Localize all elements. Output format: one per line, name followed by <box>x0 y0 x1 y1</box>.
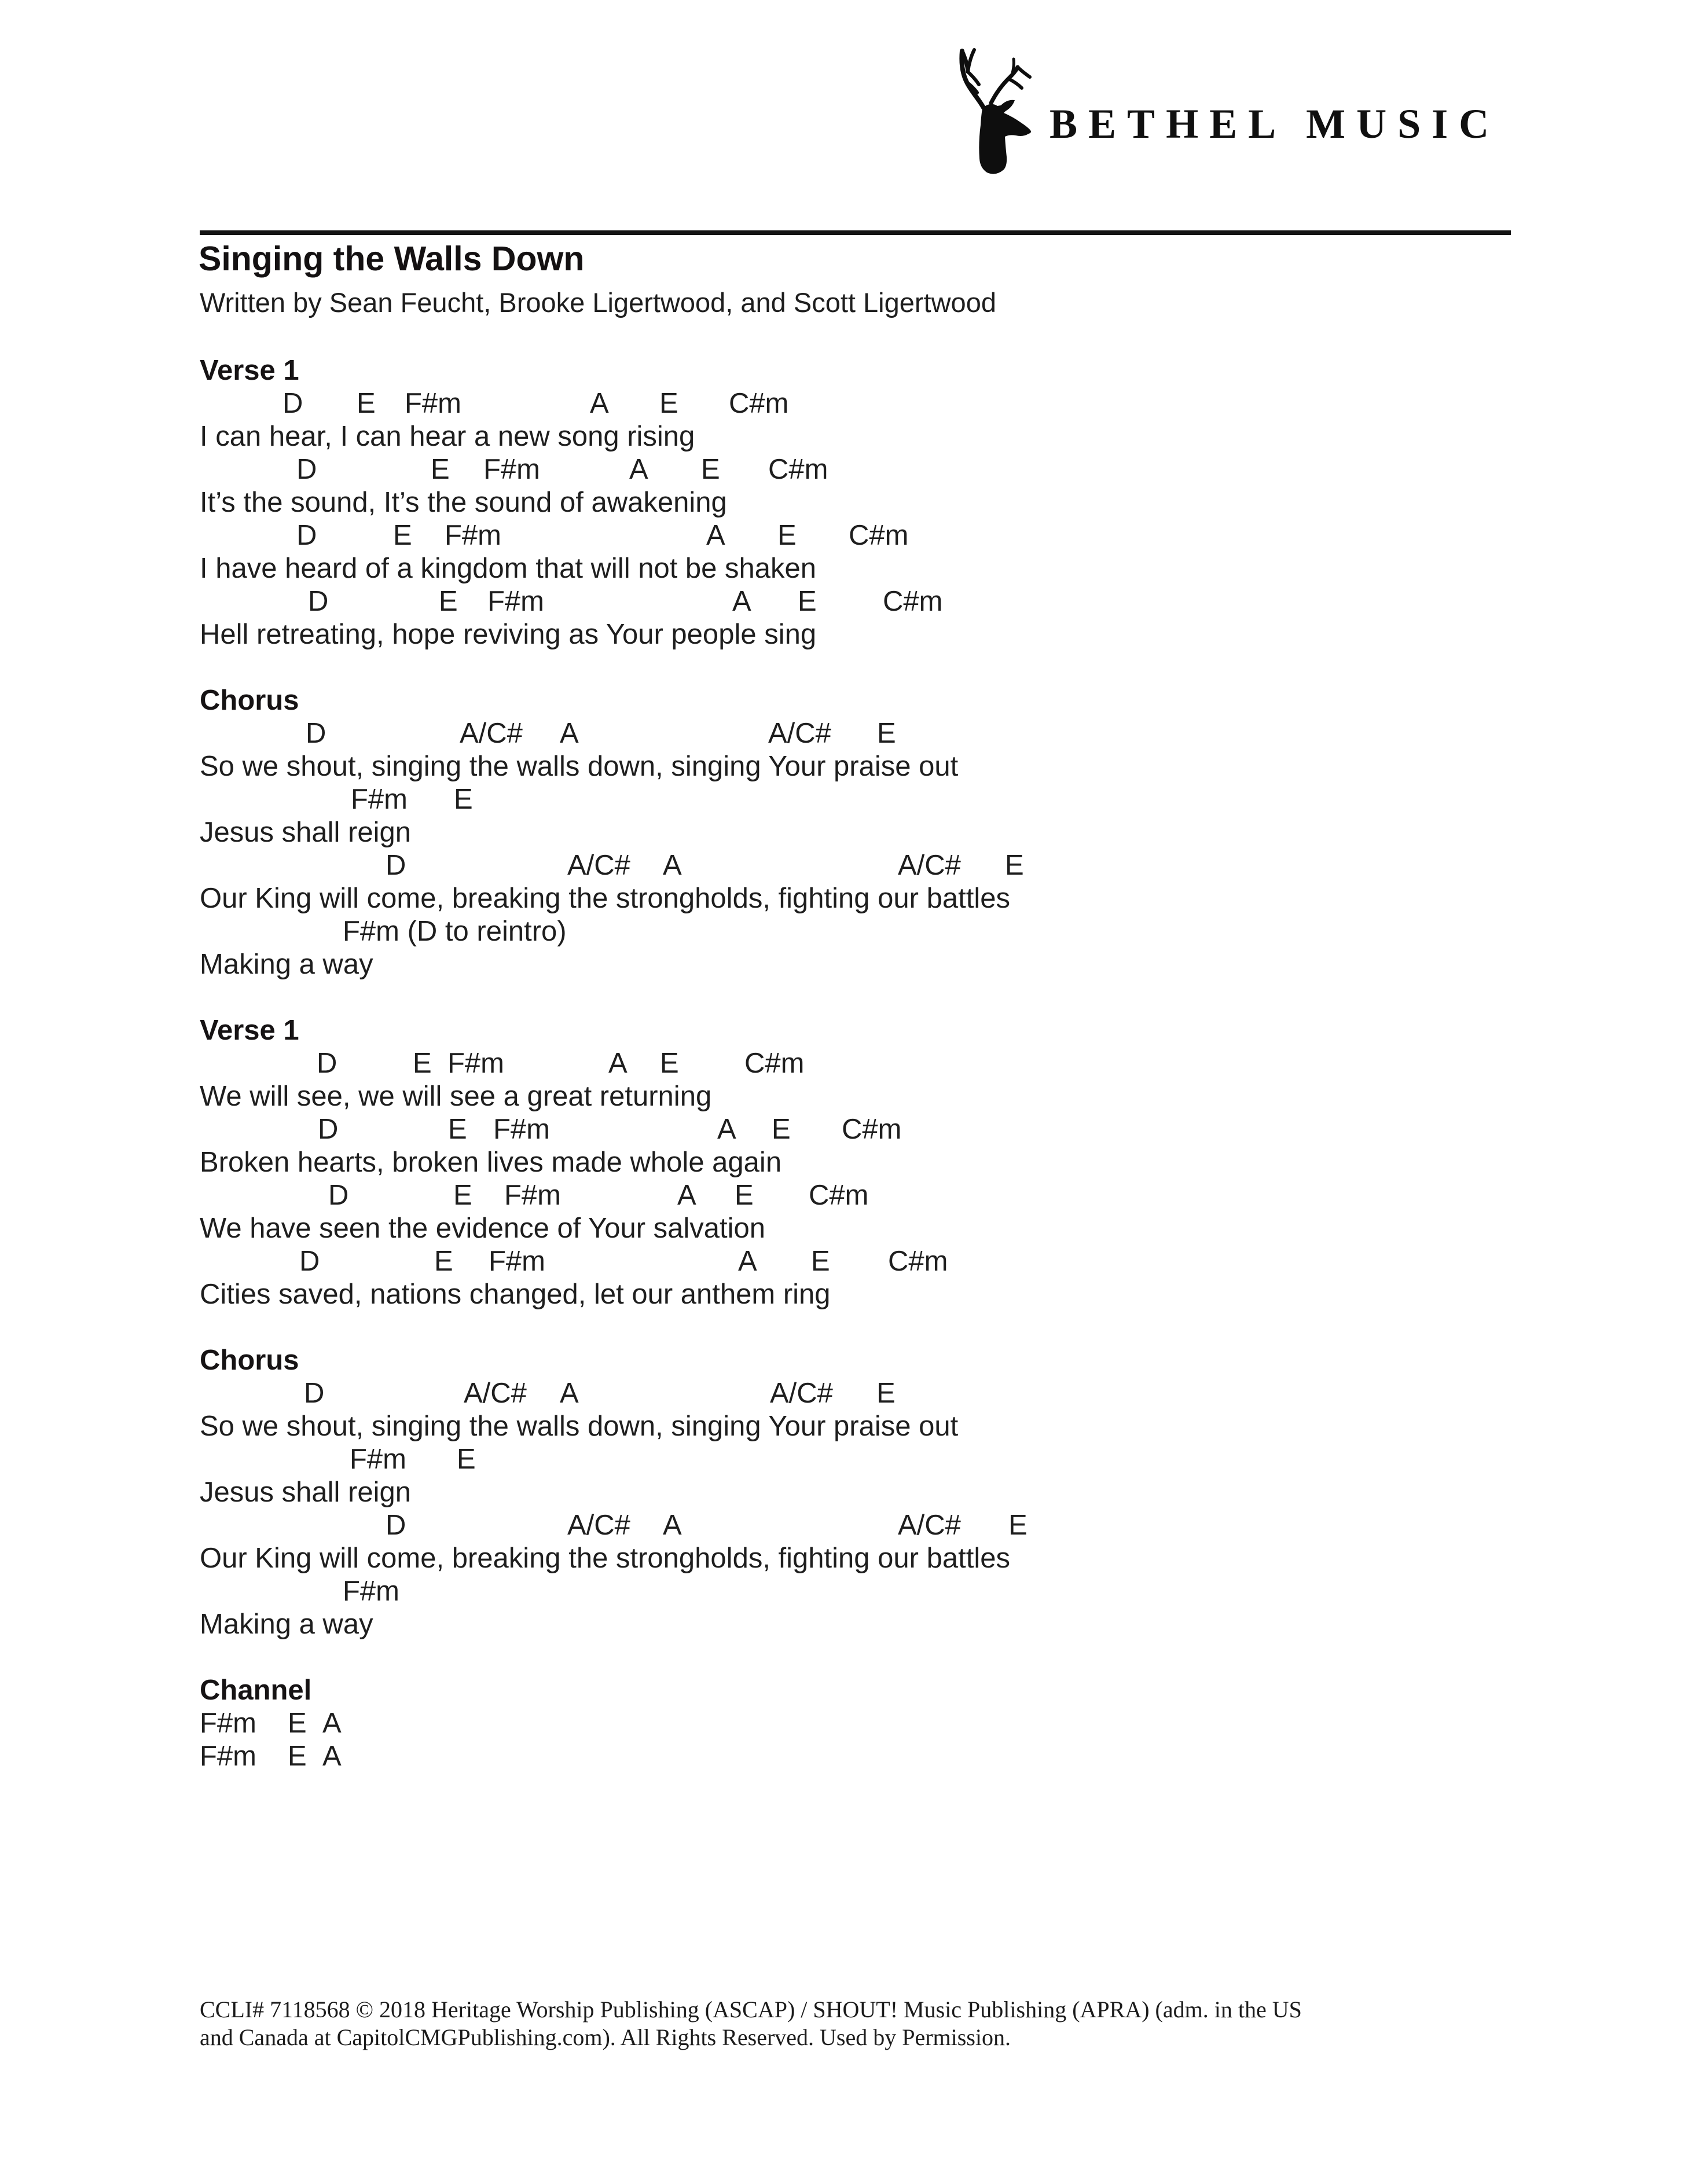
chord: F#m <box>504 1180 561 1211</box>
chord: E <box>454 784 473 815</box>
lyric-line: Making a way <box>200 949 373 980</box>
chord-line <box>200 519 1525 552</box>
section-label: Verse 1 <box>200 1015 299 1046</box>
chord: E <box>288 1708 307 1739</box>
chord: E <box>431 454 450 485</box>
chord: E <box>735 1180 754 1211</box>
chord: F#m <box>200 1741 256 1772</box>
chord: A <box>663 1510 682 1541</box>
section <box>200 1674 1525 1773</box>
copyright-footer <box>200 1996 1525 2051</box>
section-label: Chorus <box>200 685 299 716</box>
chord: E <box>434 1246 453 1277</box>
lyric-line: I have heard of a kingdom that will not be shaken <box>200 553 817 584</box>
chord: E <box>877 718 896 749</box>
chord: A <box>560 718 579 749</box>
chord: A/C# <box>460 718 523 749</box>
chord: F#m <box>483 454 540 485</box>
bethel-music-logo <box>955 45 1522 181</box>
chord: A <box>560 1378 579 1409</box>
chord-line <box>200 1113 1525 1146</box>
lyric-line: Making a way <box>200 1609 373 1640</box>
chord-line <box>200 1575 1525 1608</box>
chord: E <box>659 388 678 419</box>
chord: F#m <box>350 1444 406 1475</box>
lyric-line: So we shout, singing the walls down, singing Your praise out <box>200 751 959 782</box>
chord: A <box>706 520 725 551</box>
chord: E <box>798 586 817 617</box>
sections <box>200 354 1525 1806</box>
section-label: Chorus <box>200 1345 299 1376</box>
chord: A <box>590 388 609 419</box>
chord: E <box>772 1114 791 1145</box>
song-title: Singing the Walls Down <box>199 240 585 278</box>
chord: D <box>386 1510 406 1541</box>
chord: C#m <box>849 520 909 551</box>
chord-line <box>200 849 1525 882</box>
chord: F#m <box>405 388 461 419</box>
chord: D <box>282 388 303 419</box>
brand-wordmark: BETHEL MUSIC <box>1050 101 1500 147</box>
chord: A/C# <box>567 1510 630 1541</box>
lyric-line: Jesus shall reign <box>200 817 411 848</box>
chord-line <box>200 387 1525 420</box>
chord: E <box>393 520 412 551</box>
chord: A/C# <box>770 1378 833 1409</box>
lyric-line: Broken hearts, broken lives made whole again <box>200 1147 782 1178</box>
chord: E <box>777 520 797 551</box>
lyric-line: I can hear, I can hear a new song rising <box>200 421 695 452</box>
section <box>200 1014 1525 1311</box>
chord: A <box>677 1180 696 1211</box>
chord: F#m <box>200 1708 256 1739</box>
lyric-line: Our King will come, breaking the strongholds, fighting our battles <box>200 883 1010 914</box>
chord: A <box>663 850 682 881</box>
chord: E <box>1005 850 1024 881</box>
chord: D <box>296 454 317 485</box>
chord: A <box>717 1114 736 1145</box>
chord: C#m <box>729 388 789 419</box>
chord: E <box>660 1048 679 1079</box>
chord: A <box>738 1246 757 1277</box>
chord: E <box>288 1741 307 1772</box>
section-label: Channel <box>200 1675 312 1706</box>
lyric-line: Cities saved, nations changed, let our anthem ring <box>200 1279 831 1310</box>
chord: A <box>608 1048 628 1079</box>
chord: A <box>732 586 751 617</box>
chord: C#m <box>888 1246 948 1277</box>
chord: C#m <box>809 1180 869 1211</box>
chord: E <box>448 1114 467 1145</box>
song-byline: Written by Sean Feucht, Brooke Ligertwood, and Scott Ligertwood <box>200 287 996 318</box>
section <box>200 1344 1525 1641</box>
section <box>200 684 1525 981</box>
chord: D <box>308 586 329 617</box>
chord: E <box>701 454 720 485</box>
chord: C#m <box>744 1048 805 1079</box>
chord: C#m <box>842 1114 902 1145</box>
chord: E <box>811 1246 830 1277</box>
chord-line <box>200 1443 1525 1476</box>
lyric-line: Our King will come, breaking the strongholds, fighting our battles <box>200 1543 1010 1574</box>
chord: F#m <box>447 1048 504 1079</box>
chord: F#m <box>489 1246 545 1277</box>
chord: F#m <box>445 520 501 551</box>
chord-line <box>200 915 1525 948</box>
chord: A/C# <box>898 1510 961 1541</box>
chord: F#m (D to reintro) <box>343 916 567 947</box>
chord-line <box>200 783 1525 816</box>
chord-line <box>200 1245 1525 1278</box>
chord-line <box>200 1377 1525 1410</box>
lyric-line: We will see, we will see a great returning <box>200 1081 712 1112</box>
lyric-line: It’s the sound, It’s the sound of awakening <box>200 487 727 518</box>
chord-line <box>200 1179 1525 1212</box>
lyric-line: Hell retreating, hope reviving as Your people sing <box>200 619 817 650</box>
chord: E <box>453 1180 472 1211</box>
chord: D <box>296 520 317 551</box>
chord: A/C# <box>768 718 831 749</box>
chord: F#m <box>493 1114 550 1145</box>
chord: E <box>1008 1510 1028 1541</box>
chord: C#m <box>768 454 828 485</box>
chord: E <box>357 388 376 419</box>
chord-line <box>200 1707 1525 1740</box>
chord: A <box>322 1708 342 1739</box>
chord: D <box>299 1246 320 1277</box>
chord: D <box>317 1048 337 1079</box>
chord: A/C# <box>898 850 961 881</box>
chord: D <box>318 1114 339 1145</box>
header-rule <box>200 230 1511 235</box>
section-label: Verse 1 <box>200 355 299 386</box>
lyric-line: We have seen the evidence of Your salvation <box>200 1213 766 1244</box>
chord: A/C# <box>464 1378 527 1409</box>
chord: E <box>413 1048 432 1079</box>
chord: D <box>328 1180 349 1211</box>
chord: A <box>629 454 648 485</box>
chord: E <box>457 1444 476 1475</box>
chord: F#m <box>343 1576 399 1607</box>
chord: C#m <box>883 586 943 617</box>
footer-line-1: CCLI# 7118568 © 2018 Heritage Worship Publishing (ASCAP) / SHOUT! Music Publishing (APRA) (adm. in the US <box>200 1996 1302 2023</box>
section <box>200 354 1525 651</box>
chord-line <box>200 1740 1525 1773</box>
footer-line-2: and Canada at CapitolCMGPublishing.com). All Rights Reserved. Used by Permission. <box>200 2024 1011 2050</box>
lyric-line: Jesus shall reign <box>200 1477 411 1508</box>
chord-line <box>200 1509 1525 1542</box>
chord: E <box>439 586 458 617</box>
chord-line <box>200 453 1525 486</box>
lyric-line: So we shout, singing the walls down, singing Your praise out <box>200 1411 959 1442</box>
chord: D <box>386 850 406 881</box>
chord-line <box>200 1047 1525 1080</box>
chord-line <box>200 585 1525 618</box>
chord: D <box>306 718 326 749</box>
chord: A/C# <box>567 850 630 881</box>
chord-line <box>200 717 1525 750</box>
chord: D <box>304 1378 325 1409</box>
chord: F#m <box>351 784 408 815</box>
chord: E <box>876 1378 896 1409</box>
chord: A <box>322 1741 342 1772</box>
chord: F#m <box>487 586 544 617</box>
